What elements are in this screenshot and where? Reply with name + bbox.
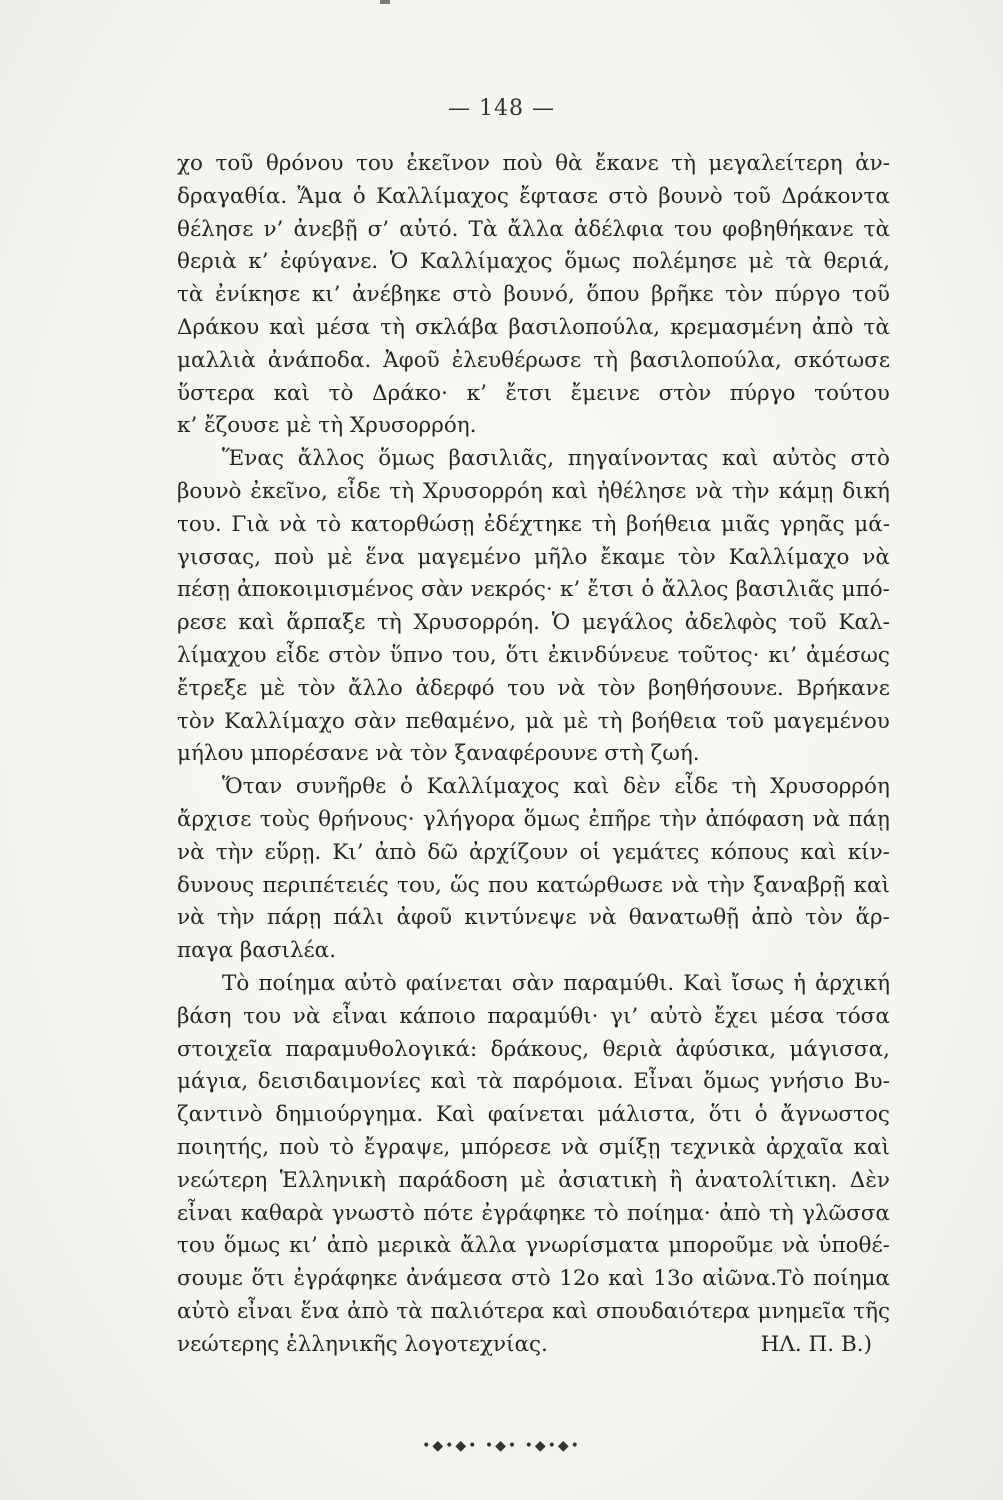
text-line: νὰ τὴν πάρῃ πάλι ἀφοῦ κιντύνεψε νὰ θανατωθῇ ἀπὸ τὸν ἅρ-: [177, 905, 890, 931]
text-line: ζαντινὸ δημιούργημα. Καὶ φαίνεται μάλιστα, ὅτι ὁ ἄγνωστος: [177, 1102, 890, 1128]
text-line: μήλου μπορέσανε νὰ τὸν ξαναφέρουνε στὴ ζωή.: [177, 741, 700, 767]
text-line: χο τοῦ θρόνου του ἐκεῖνον ποὺ θὰ ἔκανε τὴ μεγαλείτερη ἀν-: [177, 151, 890, 176]
text-line: δραγαθία. Ἅμα ὁ Καλλίμαχος ἔφτασε στὸ βουνὸ τοῦ Δράκοντα: [177, 183, 890, 209]
text-line: σουμε ὅτι ἐγράφηκε ἀνάμεσα στὸ 12ο καὶ 13ο αἰῶνα.Τὸ ποίημα: [177, 1266, 890, 1292]
text-line: νεώτερη Ἑλληνικὴ παράδοση μὲ ἀσιατικὴ ἢ ἀνατολίτικη. Δὲν: [177, 1167, 890, 1193]
text-line: Ἕνας ἄλλος ὅμως βασιλιᾶς, πηγαίνοντας καὶ αὐτὸς στὸ: [222, 446, 890, 472]
text-line: στοιχεῖα παραμυθολογικά: δράκους, θεριὰ ἀφύσικα, μάγισσα,: [177, 1036, 890, 1062]
text-line: Δράκου καὶ μέσα τὴ σκλάβα βασιλοπούλα, κρεμασμένη ἀπὸ τὰ: [177, 314, 890, 340]
closing-ornament: •◆•◆• •◆• •◆•◆•: [422, 1438, 581, 1454]
text-line: τὰ ἐνίκησε κι’ ἀνέβηκε στὸ βουνό, ὅπου βρῆκε τὸν πύργο τοῦ: [177, 282, 890, 308]
text-line: θεριὰ κ’ ἐφύγανε. Ὁ Καλλίμαχος ὅμως πολέμησε μὲ τὰ θεριά,: [177, 249, 890, 275]
text-line: δυνους περιπέτειές του, ὥς που κατώρθωσε νὰ τὴν ξαναβρῇ καὶ: [177, 872, 890, 898]
text-line: μαλλιὰ ἀνάποδα. Ἀφοῦ ἐλευθέρωσε τὴ βασιλοπούλα, σκότωσε: [177, 347, 890, 373]
text-line: βουνὸ ἐκεῖνο, εἶδε τὴ Χρυσορρόη καὶ ἠθέλησε νὰ τὴν κάμῃ δική: [177, 478, 890, 504]
text-line: ρεσε καὶ ἅρπαξε τὴ Χρυσορρόη. Ὁ μεγάλος ἀδελφὸς τοῦ Καλ-: [177, 610, 890, 636]
text-line: ἔτρεξε μὲ τὸν ἄλλο ἀδερφό του νὰ τὸν βοηθήσουνε. Βρήκανε: [177, 675, 890, 701]
text-line: λίμαχου εἶδε στὸν ὕπνο του, ὅτι ἐκινδύνευε τοῦτος· κι’ ἀμέσως: [177, 642, 890, 668]
final-line: [177, 1329, 890, 1362]
final-line-text: νεώτερης ἑλληνικῆς λογοτεχνίας.: [177, 1331, 548, 1357]
text-line: του ὅμως κι’ ἀπὸ μερικὰ ἄλλα γνωρίσματα μποροῦμε νὰ ὑποθέ-: [177, 1233, 890, 1259]
text-line: βάση του νὰ εἶναι κάποιο παραμύθι· γι’ αὐτὸ ἔχει μέσα τόσα: [177, 1003, 890, 1029]
body-text: [177, 148, 890, 1361]
page-number: — 148 —: [448, 96, 555, 121]
text-line: Ὅταν συνῆρθε ὁ Καλλίμαχος καὶ δὲν εἶδε τὴ Χρυσορρόη: [222, 774, 890, 800]
text-line: κ’ ἔζουσε μὲ τὴ Χρυσορρόη.: [177, 413, 477, 439]
text-line: ποιητής, ποὺ τὸ ἔγραψε, μπόρεσε νὰ σμίξῃ τεχνικὰ ἀρχαῖα καὶ: [177, 1134, 890, 1160]
text-line: νὰ τὴν εὕρῃ. Κι’ ἀπὸ δῶ ἀρχίζουν οἱ γεμάτες κόπους καὶ κίν-: [177, 839, 890, 865]
text-line: αὐτὸ εἶναι ἕνα ἀπὸ τὰ παλιότερα καὶ σπουδαιότερα μνημεῖα τῆς: [177, 1298, 890, 1324]
text-line: Τὸ ποίημα αὐτὸ φαίνεται σὰν παραμύθι. Καὶ ἴσως ἡ ἀρχική: [222, 970, 890, 996]
text-line: γισσας, ποὺ μὲ ἕνα μαγεμένο μῆλο ἔκαμε τὸν Καλλίμαχο νὰ: [177, 544, 890, 570]
text-line: μάγια, δεισιδαιμονίες καὶ τὰ παρόμοια. Εἶναι ὅμως γνήσιο Βυ-: [177, 1069, 890, 1095]
text-line: εἶναι καθαρὰ γνωστὸ πότε ἐγράφηκε τὸ ποίημα· ἀπὸ τὴ γλῶσσα: [177, 1200, 890, 1226]
text-line: πέσῃ ἀποκοιμισμένος σὰν νεκρός· κ’ ἔτσι ὁ ἄλλος βασιλιᾶς μπό-: [177, 577, 890, 603]
text-line: τὸν Καλλίμαχο σὰν πεθαμένο, μὰ μὲ τὴ βοήθεια τοῦ μαγεμένου: [177, 708, 890, 734]
text-line: παγα βασιλέα.: [177, 938, 337, 964]
author-signature: ΗΛ. Π. Β.): [760, 1331, 872, 1357]
text-line: θέλησε ν’ ἀνεβῇ σ’ αὐτό. Τὰ ἄλλα ἀδέλφια του φοβηθήκανε τὰ: [177, 216, 890, 242]
text-line: του. Γιὰ νὰ τὸ κατορθώσῃ ἐδέχτηκε τὴ βοήθεια μιᾶς γρηᾶς μά-: [177, 511, 890, 537]
text-line: ὕστερα καὶ τὸ Δράκο· κ’ ἔτσι ἔμεινε στὸν πύργο τούτου: [177, 380, 890, 406]
scan-mark: [380, 0, 390, 4]
text-line: ἄρχισε τοὺς θρήνους· γλήγορα ὅμως ἐπῆρε τὴν ἀπόφαση νὰ πάῃ: [177, 806, 890, 832]
